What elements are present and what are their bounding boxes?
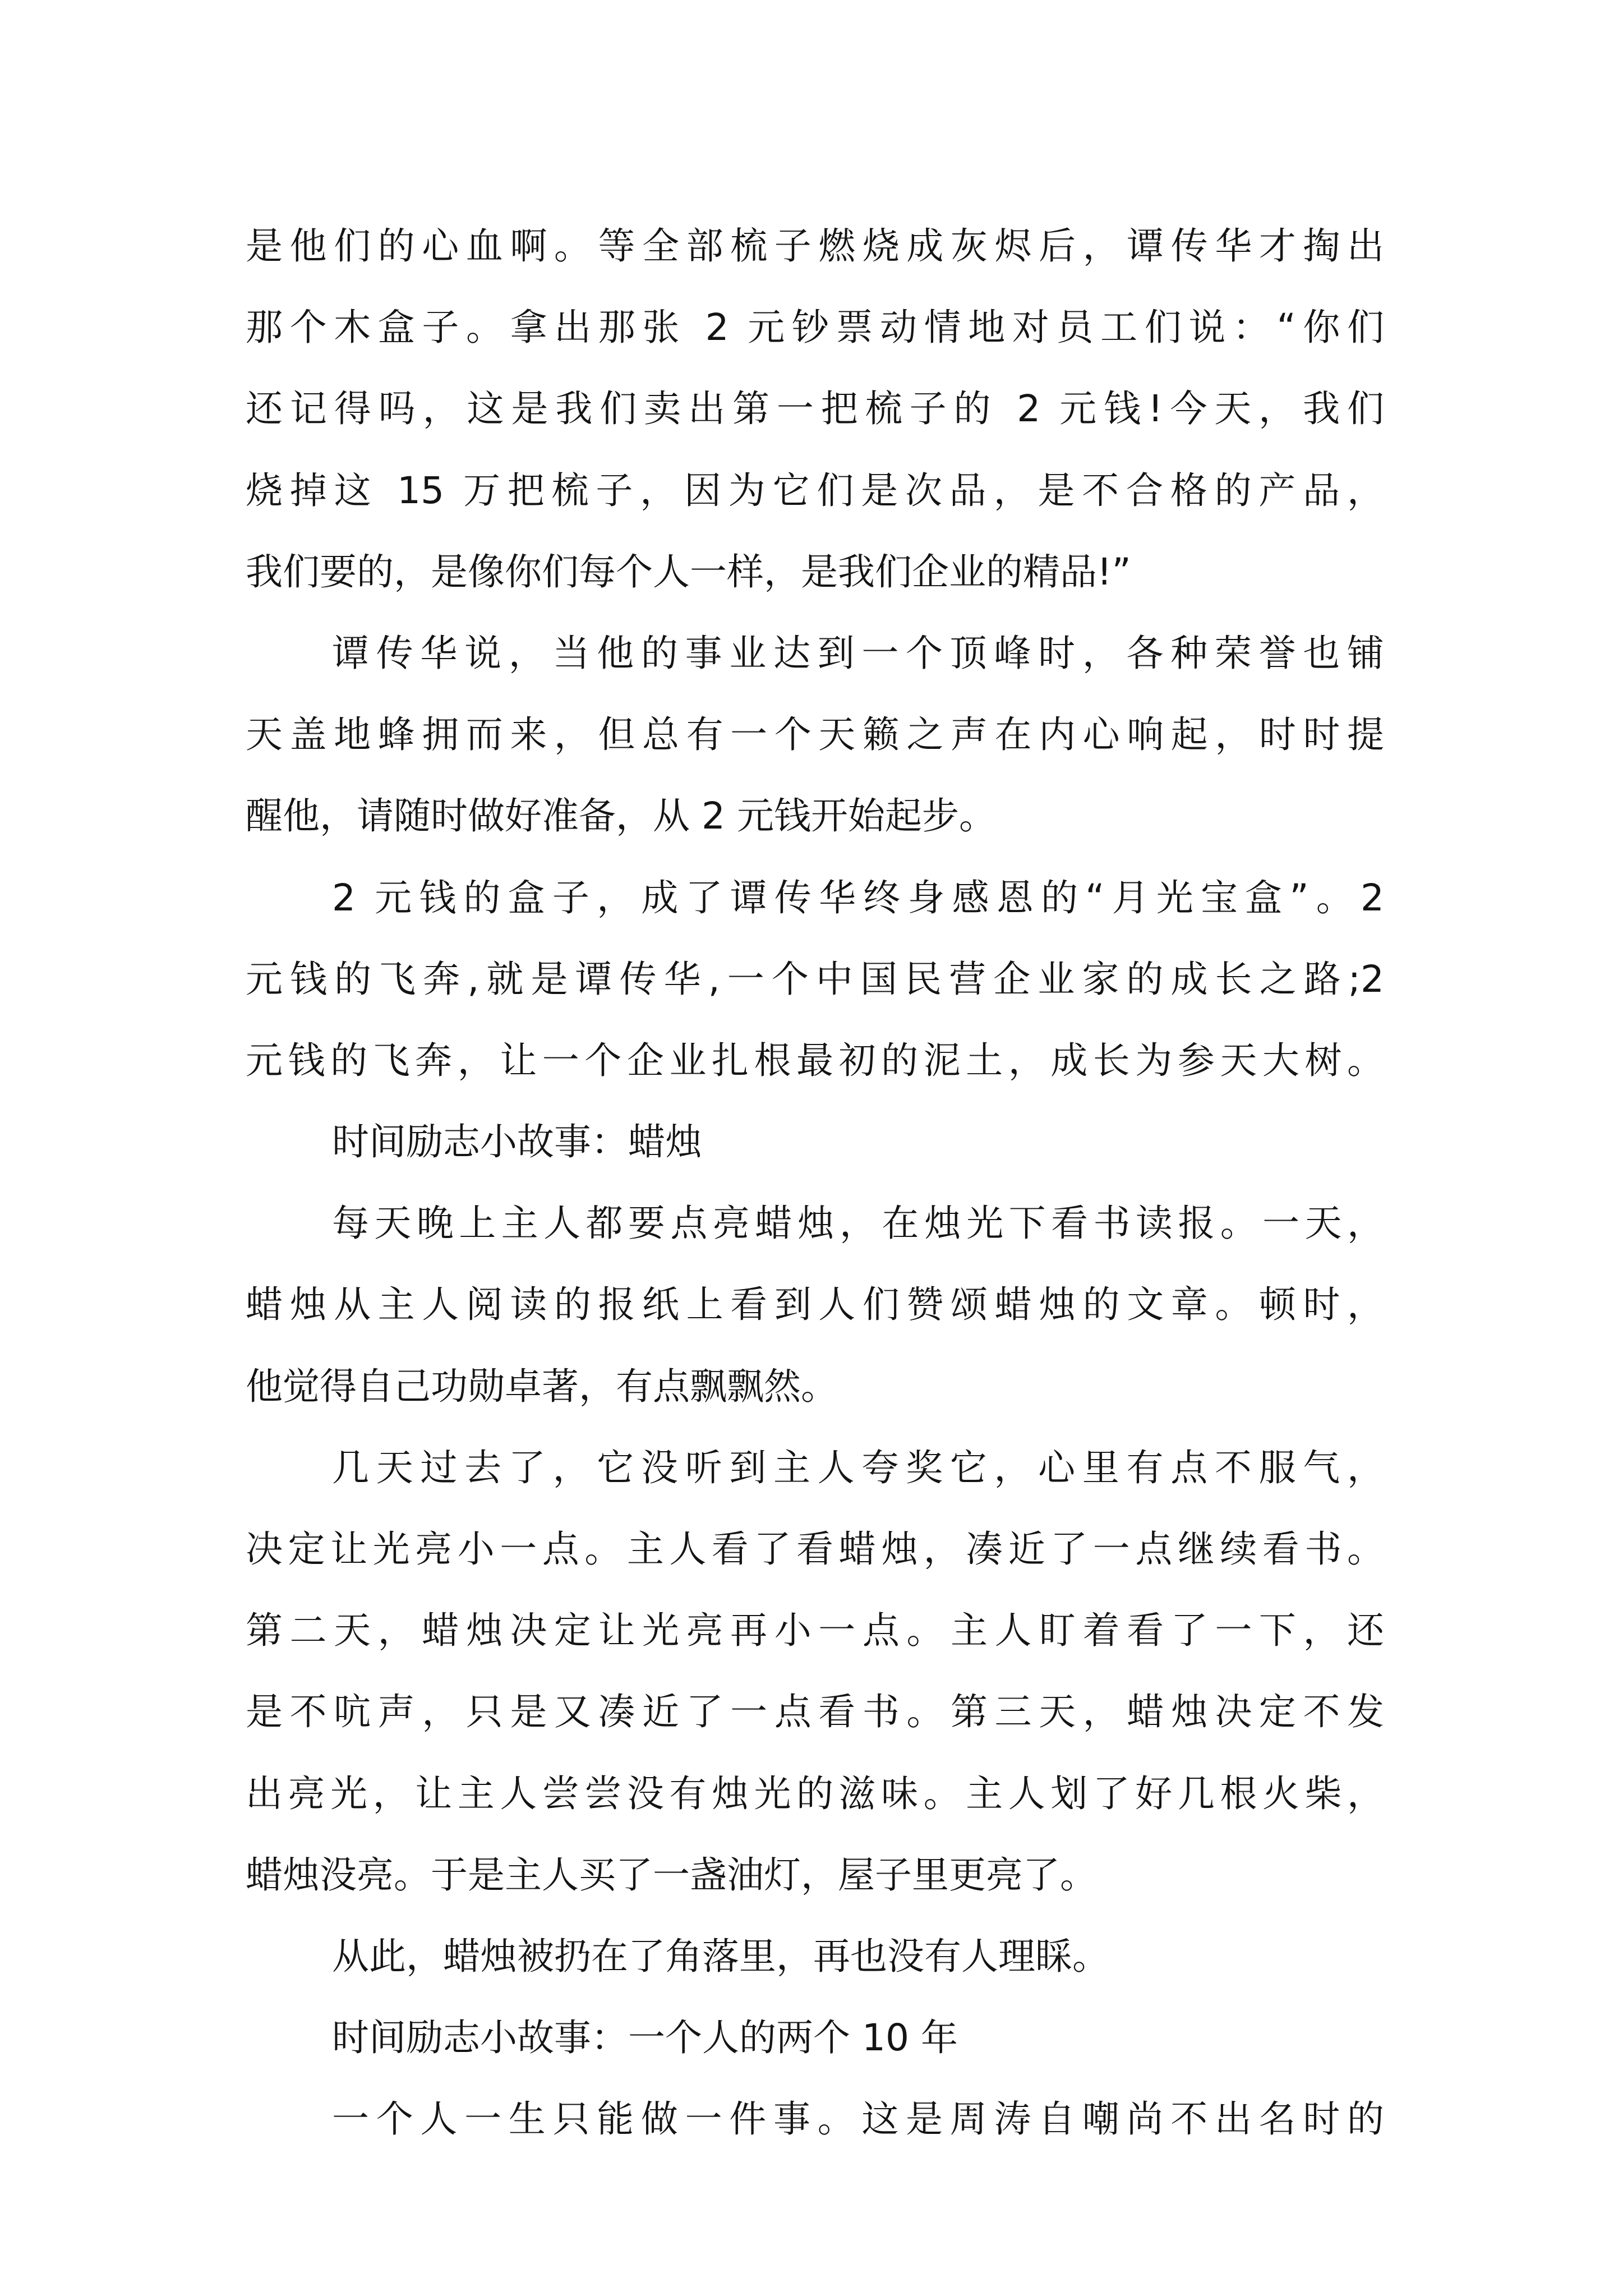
text-line: 天盖地蜂拥而来，但总有一个天籁之声在内心响起，时时提 [246, 713, 1384, 757]
section-heading: 时间励志小故事：蜡烛 [332, 1120, 702, 1164]
text-line: 决定让光亮小一点。主人看了看蜡烛，凑近了一点继续看书。 [246, 1527, 1384, 1571]
text-line: 醒他，请随时做好准备，从 2 元钱开始起步。 [246, 794, 996, 838]
text-line: 烧掉这 15 万把梳子，因为它们是次品，是不合格的产品， [246, 468, 1384, 512]
text-line: 出亮光，让主人尝尝没有烛光的滋味。主人划了好几根火柴， [246, 1772, 1384, 1815]
text-line: 还记得吗，这是我们卖出第一把梳子的 2 元钱!今天，我们 [246, 387, 1384, 431]
body-text [246, 205, 1384, 2160]
text-line: 那个木盒子。拿出那张 2 元钞票动情地对员工们说：“你们 [246, 306, 1384, 349]
text-line: 从此，蜡烛被扔在了角落里，再也没有人理睬。 [332, 1934, 1109, 1978]
text-line: 几天过去了，它没听到主人夸奖它，心里有点不服气， [332, 1446, 1384, 1489]
text-line: 他觉得自己功勋卓著，有点飘飘然。 [246, 1364, 838, 1408]
text-line: 我们要的，是像你们每个人一样，是我们企业的精品!” [246, 550, 1131, 593]
text-line: 是他们的心血啊。等全部梳子燃烧成灰烬后，谭传华才掏出 [246, 224, 1384, 268]
text-line: 元钱的飞奔，让一个企业扎根最初的泥土，成长为参天大树。 [246, 1038, 1384, 1082]
text-line: 蜡烛从主人阅读的报纸上看到人们赞颂蜡烛的文章。顿时， [246, 1283, 1384, 1327]
text-line: 蜡烛没亮。于是主人买了一盏油灯，屋子里更亮了。 [246, 1853, 1097, 1897]
text-line: 元钱的飞奔,就是谭传华,一个中国民营企业家的成长之路;2 [246, 957, 1384, 1001]
text-line: 谭传华说，当他的事业达到一个顶峰时，各种荣誉也铺 [332, 631, 1384, 675]
text-line: 是不吭声，只是又凑近了一点看书。第三天，蜡烛决定不发 [246, 1690, 1384, 1734]
text-line: 一个人一生只能做一件事。这是周涛自嘲尚不出名时的 [332, 2097, 1384, 2141]
text-line: 第二天，蜡烛决定让光亮再小一点。主人盯着看了一下，还 [246, 1609, 1384, 1653]
section-heading: 时间励志小故事：一个人的两个 10 年 [332, 2016, 958, 2060]
text-line: 2 元钱的盒子，成了谭传华终身感恩的“月光宝盒”。2 [332, 876, 1384, 919]
text-line: 每天晚上主人都要点亮蜡烛，在烛光下看书读报。一天， [332, 1202, 1384, 1245]
